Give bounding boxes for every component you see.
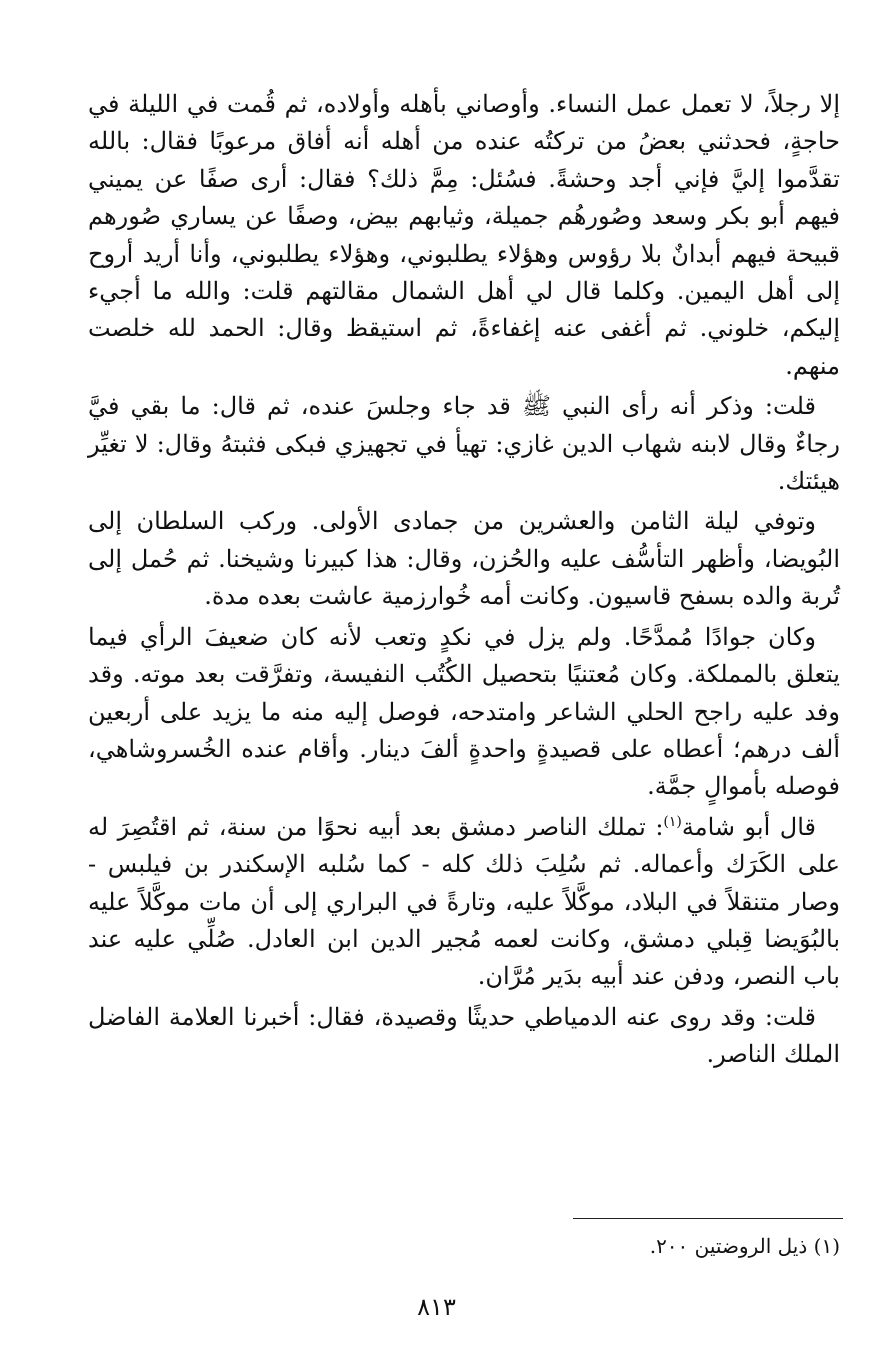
paragraph-1: إلا رجلاً، لا تعمل عمل النساء. وأوصاني بأهله وأولاده، ثم قُمت في الليلة في حاجةٍ، فحدثني بعضُ من تركتُه عنده من أهله أنه أفاق مرعوبًا فقال: بالله تقدَّموا إليَّ فإني أجد وحشةً. فسُئل: مِمَّ ذلك؟ فقال: أرى صفًا عن يميني فيهم أبو بكر وسعد وصُورهُم جميلة، وثيابهم بيض، وصفًا عن يساري صُورهم قبيحة فيهم أبدانٌ بلا رؤوس وهؤلاء يطلبوني، وهؤلاء يطلبوني، وأنا أريد أروح إلى أهل اليمين. وكلما قال لي أهل الشمال مقالتهم قلت: والله ما أجيء إليكم، خلوني. ثم أغفى عنه إغفاءةً، ثم استيقظ وقال: الحمد لله خلصت منهم. xyxy=(88,90,840,380)
paragraph-5 xyxy=(88,809,840,996)
paragraph-6: قلت: وقد روى عنه الدمياطي حديثًا وقصيدة، فقال: أخبرنا العلامة الفاضل الملك الناصر. xyxy=(88,1002,840,1069)
main-text xyxy=(88,86,840,1077)
footnote-separator xyxy=(573,1218,843,1219)
page-number: ٨١٣ xyxy=(417,1293,456,1321)
footnote xyxy=(420,1230,840,1262)
paragraph-5-lead: قال أبو شامة xyxy=(681,812,816,841)
footnote-text: ذيل الروضتين ٢٠٠. xyxy=(649,1234,808,1258)
footnote-marker: (١) xyxy=(813,1234,840,1258)
footnote-reference: (١) xyxy=(663,813,682,830)
paragraph-3: وتوفي ليلة الثامن والعشرين من جمادى الأولى. وركب السلطان إلى البُويضا، وأظهر التأسُّف عليه والحُزن، وقال: هذا كبيرنا وشيخنا. ثم حُمل إلى تُربة والده بسفح قاسيون. وكانت أمه خُوارزمية عاشت بعده مدة. xyxy=(88,507,840,611)
paragraph-2: قلت: وذكر أنه رأى النبي ﷺ قد جاء وجلسَ عنده، ثم قال: ما بقي فيَّ رجاءٌ وقال لابنه شهاب الدين غازي: تهيأ في تجهيزي فبكى فثبتهُ وقال: لا تغيِّر هيئتك. xyxy=(88,392,840,496)
paragraph-4: وكان جوادًا مُمدَّحًا. ولم يزل في نكدٍ وتعب لأنه كان ضعيفَ الرأي فيما يتعلق بالمملكة. وكان مُعتنيًا بتحصيل الكُتُب النفيسة، وتفرَّقت بعد موته. وقد وفد عليه راجح الحلي الشاعر وامتدحه، فوصل إليه منه ما يزيد على أربعين ألف درهم؛ أعطاه على قصيدةٍ واحدةٍ ألفَ دينار. وأقام عنده الخُسروشاهي، فوصله بأموالٍ جمَّة. xyxy=(88,622,840,801)
paragraph-5-rest: : تملك الناصر دمشق بعد أبيه نحوًا من سنة، ثم اقتُصِرَ له على الكَرَك وأعماله. ثم سُلِبَ ذلك كله - كما سُلبه الإسكندر بن فيلبس - وصار متنقلاً في البلاد، موكَّلاً عليه، وتارةً في البراري إلى أن مات موكَّلاً عليه بالبُوَيضا قِبلي دمشق، وكانت لعمه مُجير الدين ابن العادل. صُلِّي عليه عند باب النصر، ودفن عند أبيه بدَير مُرَّان. xyxy=(88,812,840,991)
